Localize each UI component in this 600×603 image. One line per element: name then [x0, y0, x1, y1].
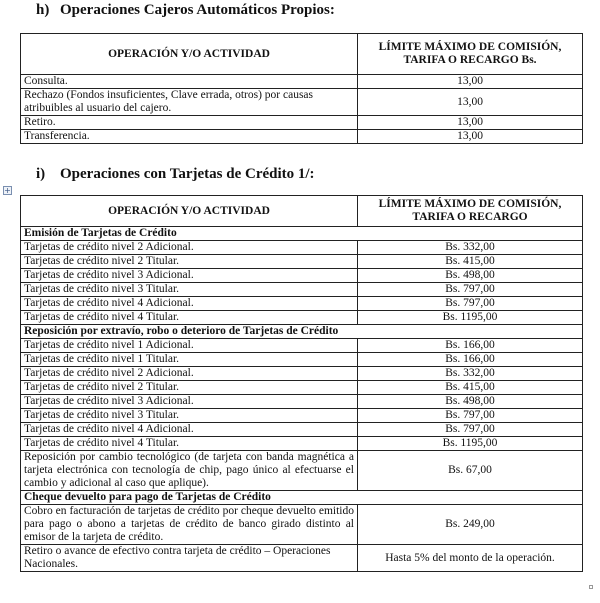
table-row [21, 241, 583, 255]
section-row [21, 227, 583, 241]
row-value: Bs. 498,00 [358, 269, 583, 283]
table-resize-handle[interactable] [589, 585, 593, 589]
credit-card-operations-table [20, 195, 583, 572]
table-row [21, 75, 583, 89]
table-row [21, 451, 583, 491]
section-i-title: Operaciones con Tarjetas de Crédito 1/: [60, 166, 315, 182]
row-value: Bs. 166,00 [358, 339, 583, 353]
row-value: Hasta 5% del monto de la operación. [358, 545, 583, 572]
table-row [21, 297, 583, 311]
row-label: Tarjetas de crédito nivel 3 Titular. [21, 283, 358, 297]
table-row [21, 311, 583, 325]
table-header-row [21, 34, 583, 75]
row-label: Tarjetas de crédito nivel 2 Adicional. [21, 241, 358, 255]
table-row [21, 269, 583, 283]
row-label: Tarjetas de crédito nivel 3 Adicional. [21, 395, 358, 409]
reposicion-section-title: Reposición por extravío, robo o deterioro de Tarjetas de Crédito [21, 325, 583, 339]
row-label: Tarjetas de crédito nivel 4 Titular. [21, 311, 358, 325]
section-h-title: Operaciones Cajeros Automáticos Propios: [60, 2, 335, 18]
row-label: Reposición por cambio tecnológico (de tarjeta con banda magnética a tarjeta electrónica con tecnología de chip, pago único al efectuarse el cambio y adicional al caso que aplique). [21, 451, 358, 491]
section-h-letter: h) [36, 2, 50, 18]
table-header-row [21, 196, 583, 227]
row-label: Tarjetas de crédito nivel 2 Adicional. [21, 367, 358, 381]
row-value: Bs. 797,00 [358, 297, 583, 311]
row-label: Tarjetas de crédito nivel 2 Titular. [21, 255, 358, 269]
row-label: Tarjetas de crédito nivel 4 Titular. [21, 437, 358, 451]
emision-section-title: Emisión de Tarjetas de Crédito [21, 227, 583, 241]
row-value: 13,00 [358, 116, 583, 130]
table-row [21, 130, 583, 144]
row-value: Bs. 498,00 [358, 395, 583, 409]
atm-operations-table [20, 33, 583, 144]
table-row [21, 353, 583, 367]
section-h-heading [36, 2, 335, 19]
table-row [21, 283, 583, 297]
row-label: Tarjetas de crédito nivel 4 Adicional. [21, 423, 358, 437]
table-row [21, 545, 583, 572]
table-row [21, 381, 583, 395]
table-row [21, 437, 583, 451]
table-row [21, 116, 583, 130]
row-label: Tarjetas de crédito nivel 1 Adicional. [21, 339, 358, 353]
table-row [21, 339, 583, 353]
row-value: Bs. 415,00 [358, 381, 583, 395]
row-value: Bs. 797,00 [358, 283, 583, 297]
header-operation: OPERACIÓN Y/O ACTIVIDAD [21, 196, 358, 227]
row-label: Tarjetas de crédito nivel 1 Titular. [21, 353, 358, 367]
table-row [21, 409, 583, 423]
row-label: Consulta. [21, 75, 358, 89]
row-value: 13,00 [358, 130, 583, 144]
table-move-handle-icon[interactable]: + [4, 186, 11, 195]
header-operation: OPERACIÓN Y/O ACTIVIDAD [21, 34, 358, 75]
header-limit: LÍMITE MÁXIMO DE COMISIÓN, TARIFA O RECARGO [358, 196, 583, 227]
row-label: Cobro en facturación de tarjetas de crédito por cheque devuelto emitido para pago o abono a tarjetas de crédito de banco girado distinto al emisor de la tarjeta de crédito. [21, 505, 358, 545]
row-label: Tarjetas de crédito nivel 3 Adicional. [21, 269, 358, 283]
row-label: Retiro o avance de efectivo contra tarjeta de crédito – Operaciones Nacionales. [21, 545, 358, 572]
row-label: Tarjetas de crédito nivel 3 Titular. [21, 409, 358, 423]
section-i-heading [36, 166, 315, 183]
table-row [21, 423, 583, 437]
row-value: 13,00 [358, 89, 583, 116]
row-label: Tarjetas de crédito nivel 4 Adicional. [21, 297, 358, 311]
row-label: Retiro. [21, 116, 358, 130]
row-value: Bs. 1195,00 [358, 311, 583, 325]
row-value: Bs. 249,00 [358, 505, 583, 545]
section-row [21, 325, 583, 339]
row-value: Bs. 1195,00 [358, 437, 583, 451]
row-value: 13,00 [358, 75, 583, 89]
row-value: Bs. 797,00 [358, 409, 583, 423]
row-value: Bs. 166,00 [358, 353, 583, 367]
row-value: Bs. 67,00 [358, 451, 583, 491]
table-row [21, 505, 583, 545]
section-i-letter: i) [36, 166, 46, 182]
table-row [21, 255, 583, 269]
cheque-section-title: Cheque devuelto para pago de Tarjetas de Crédito [21, 491, 583, 505]
table-row [21, 89, 583, 116]
row-label: Rechazo (Fondos insuficientes, Clave errada, otros) por causas atribuibles al usuario del cajero. [21, 89, 358, 116]
row-value: Bs. 797,00 [358, 423, 583, 437]
row-label: Transferencia. [21, 130, 358, 144]
row-value: Bs. 415,00 [358, 255, 583, 269]
row-label: Tarjetas de crédito nivel 2 Titular. [21, 381, 358, 395]
table-row [21, 395, 583, 409]
table-row [21, 367, 583, 381]
row-value: Bs. 332,00 [358, 241, 583, 255]
row-value: Bs. 332,00 [358, 367, 583, 381]
section-row [21, 491, 583, 505]
header-limit: LÍMITE MÁXIMO DE COMISIÓN, TARIFA O RECARGO Bs. [358, 34, 583, 75]
